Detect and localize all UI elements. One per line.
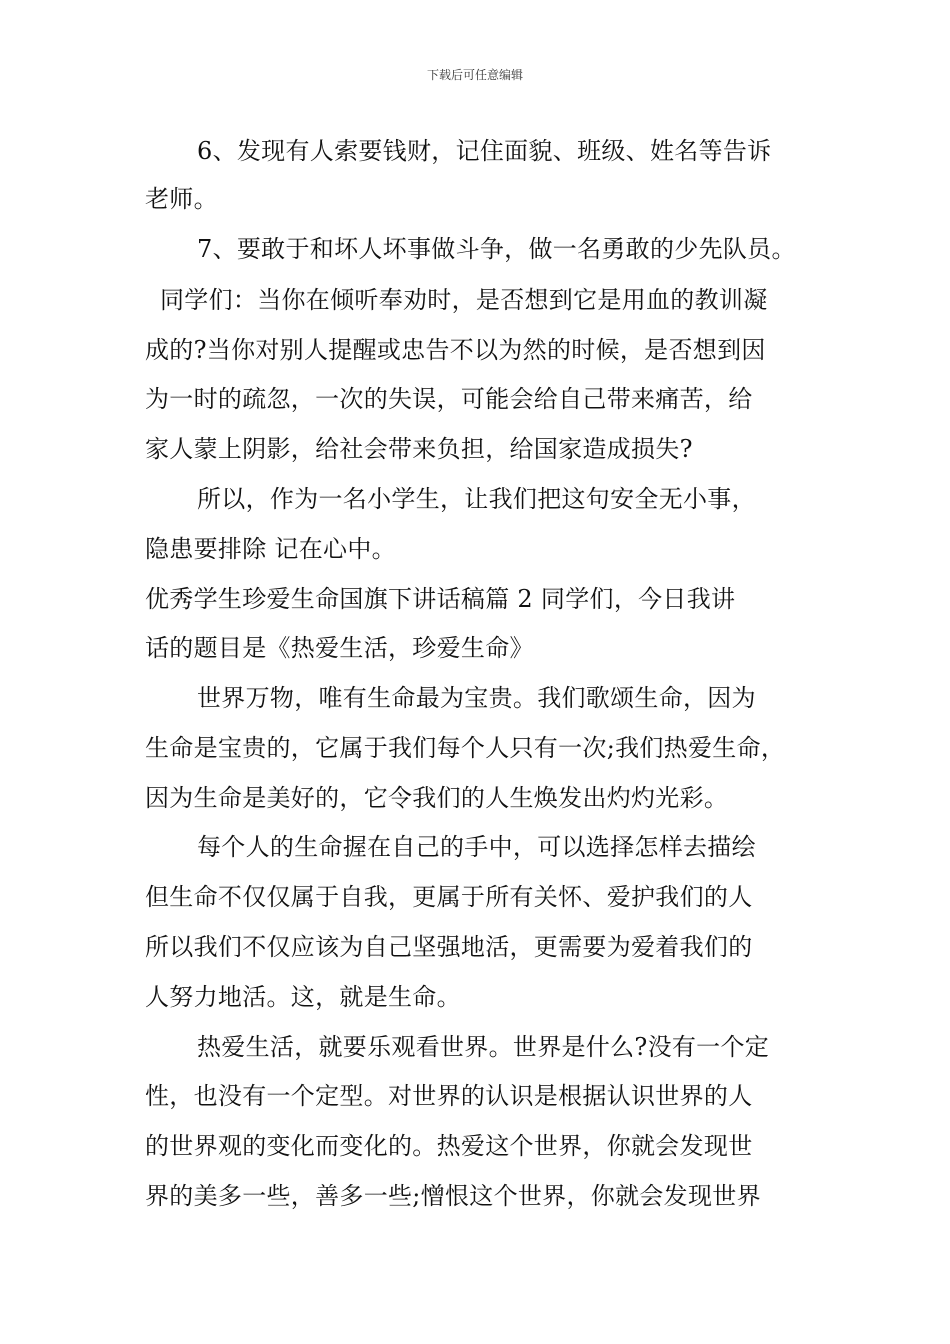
text-line: 生命是宝贵的，它属于我们每个人只有一次;我们热爱生命，: [145, 734, 786, 762]
text-line: 家人蒙上阴影，给社会带来负担，给国家造成损失?: [145, 435, 693, 463]
text-line: 隐患要排除 记在心中。: [145, 535, 396, 563]
text-line: 6、发现有人索要钱财，记住面貌、班级、姓名等告诉: [197, 137, 772, 165]
text-line: 成的?当你对别人提醒或忠告不以为然的时候，是否想到因: [145, 336, 766, 364]
text-line: 每个人的生命握在自己的手中，可以选择怎样去描绘: [197, 833, 756, 861]
text-line: 话的题目是《热爱生活，珍爱生命》: [145, 634, 534, 662]
text-line: 因为生命是美好的，它令我们的人生焕发出灼灼光彩。: [145, 784, 729, 812]
text-line: 界的美多一些，善多一些;憎恨这个世界，你就会发现世界: [145, 1182, 761, 1210]
section-title-line: 优秀学生珍爱生命国旗下讲话稿篇 2 同学们，今日我讲: [145, 585, 736, 613]
text-line: 所以我们不仅应该为自己坚强地活，更需要为爱着我们的: [145, 933, 753, 961]
text-line: 但生命不仅仅属于自我，更属于所有关怀、爱护我们的人: [145, 883, 753, 911]
text-line: 7、要敢于和坏人坏事做斗争，做一名勇敢的少先队员。: [197, 235, 796, 263]
text-line: 性，也没有一个定型。对世界的认识是根据认识世界的人: [145, 1082, 753, 1110]
text-line: 世界万物，唯有生命最为宝贵。我们歌颂生命，因为: [197, 684, 756, 712]
text-line: 的世界观的变化而变化的。热爱这个世界，你就会发现世: [145, 1132, 753, 1160]
text-line: 同学们：当你在倾听奉劝时，是否想到它是用血的教训凝: [160, 286, 768, 314]
text-line: 所以，作为一名小学生，让我们把这句安全无小事，: [197, 485, 756, 513]
text-line: 人努力地活。这，就是生命。: [145, 983, 461, 1011]
text-line: 老师。: [145, 185, 218, 213]
text-line: 热爱生活，就要乐观看世界。世界是什么?没有一个定: [197, 1033, 770, 1061]
text-line: 为一时的疏忽，一次的失误，可能会给自己带来痛苦，给: [145, 385, 753, 413]
page-header: 下载后可任意编辑: [426, 68, 523, 82]
